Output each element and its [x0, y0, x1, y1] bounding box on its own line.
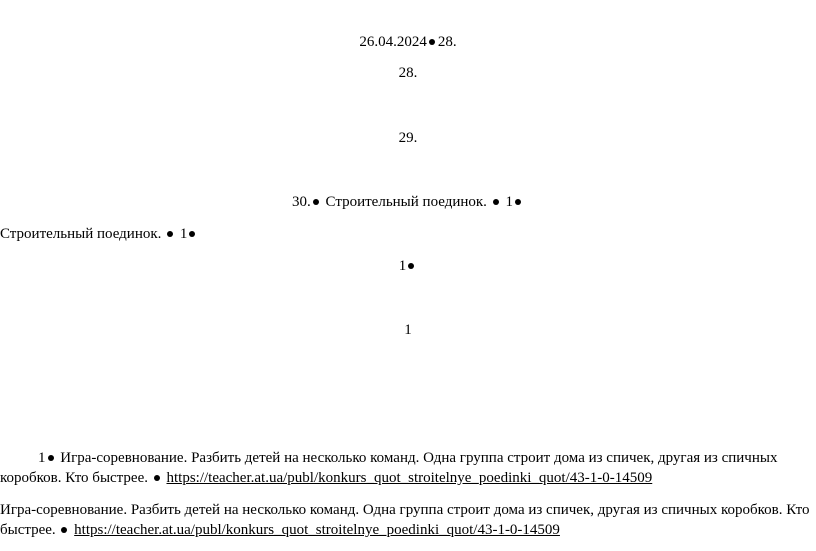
bullet-icon	[48, 455, 54, 461]
bullet-icon	[515, 199, 521, 205]
heading-line	[0, 193, 816, 211]
item-number: 30.	[292, 194, 311, 210]
item-number: 1	[398, 258, 407, 274]
source-link[interactable]: https://teacher.at.ua/publ/konkurs_quot_stroitelnye_poedinki_quot/43-1-0-14509	[166, 470, 653, 486]
paragraph	[0, 500, 812, 540]
paragraph	[0, 448, 812, 488]
item-number: 1	[505, 194, 513, 210]
bullet-icon	[313, 199, 319, 205]
bullet-icon	[154, 475, 160, 481]
item-number: 28.	[398, 65, 418, 81]
heading-line-repeat	[0, 225, 198, 243]
bullet-icon	[493, 199, 499, 205]
item-number: 1	[404, 322, 412, 338]
bullet-icon	[167, 231, 173, 237]
heading-text: Строительный поединок.	[0, 226, 162, 242]
date-text: 26.04.2024	[359, 34, 427, 50]
paragraph-text: Игра-соревнование. Разбить детей на несколько команд. Одна группа строит дома из спичек, другая из спичных коробков. Кто быстрее.	[0, 450, 778, 486]
item-number-line	[0, 257, 816, 275]
item-number: 1	[179, 226, 188, 242]
bullet-icon	[408, 263, 414, 269]
heading-text: Строительный поединок.	[325, 194, 487, 210]
paragraph-text: Игра-соревнование. Разбить детей на несколько команд. Одна группа строит дома из спичек, другая из спичных коробков. Кто быстрее.	[0, 502, 810, 538]
item-number: 28.	[437, 34, 457, 50]
header-line	[0, 33, 816, 51]
bullet-icon	[61, 527, 67, 533]
item-number-line	[0, 129, 816, 147]
bullet-icon	[189, 231, 195, 237]
item-number-line	[0, 64, 816, 82]
item-number: 1	[38, 450, 46, 466]
bullet-icon	[429, 39, 435, 45]
item-number: 29.	[398, 130, 418, 146]
source-link[interactable]: https://teacher.at.ua/publ/konkurs_quot_stroitelnye_poedinki_quot/43-1-0-14509	[74, 522, 560, 538]
item-number-line	[0, 321, 816, 339]
